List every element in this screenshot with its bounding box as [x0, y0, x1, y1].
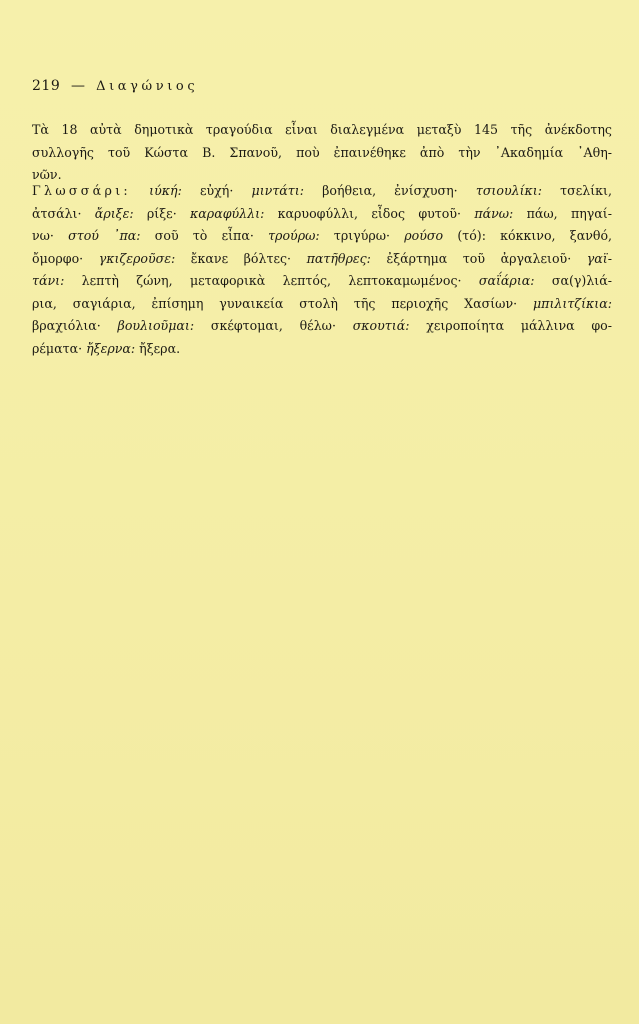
paragraph-line: νῶν. [32, 167, 62, 182]
glossary-definition: ρίξε· [133, 205, 177, 221]
header-dash: — [71, 78, 86, 94]
glossary-definition: ἔκανε βόλτες· [175, 250, 292, 266]
glossary-term: ρούσο [390, 228, 444, 243]
glossary-term: γκιζεροῦσε: [83, 250, 176, 266]
glossary-line [32, 248, 612, 271]
glossary-term: ἄριξε: [81, 205, 134, 221]
glossary-definition: ρέματα· [32, 340, 83, 356]
paragraph-line: συλλογῆς τοῦ Κώστα Β. Σπανοῦ, ποὺ ἐπαινέθηκε ἀπὸ τὴν ᾿Ακαδημία ᾿Αθη- [32, 144, 612, 160]
glossary-definition: σοῦ τὸ εἶπα· [140, 228, 254, 243]
glossary-term: ιύκή: [149, 183, 182, 198]
glossary-term: στού ᾿πα: [53, 228, 141, 243]
glossary-definition: χειροποίητα μάλλινα φο- [409, 318, 613, 333]
glossary-label: Γλωσσάρι: [32, 183, 131, 198]
glossary-term: μιντάτι: [233, 183, 304, 198]
journal-title: Διαγώνιος [96, 79, 199, 94]
paragraph-line: Τὰ 18 αὐτὰ δημοτικὰ τραγούδια εἶναι διαλεγμένα μεταξὺ 145 τῆς ἀνέκδοτης [32, 122, 612, 137]
glossary-definition: (τό): κόκκινο, ξανθό, [443, 228, 613, 243]
glossary-definition: σα(γ)λιά- [534, 273, 613, 288]
glossary-definition: εὐχή· [181, 183, 234, 198]
glossary-definition: τσελίκι, [541, 183, 612, 198]
glossary-term: βουλιοῦμαι: [100, 318, 195, 333]
glossary-term: ἤξερνα: [82, 340, 136, 356]
glossary-definition: σκέφτομαι, θέλω· [194, 318, 336, 333]
glossary-definition: ρια, σαγιάρια, ἐπίσημη γυναικεία στολὴ τῆς περιοχῆς Χασίων· [32, 295, 518, 311]
glossary-line [32, 225, 612, 248]
glossary-definition: ἀτσάλι· [32, 205, 82, 221]
glossary-definition: τριγύρω· [319, 228, 391, 243]
glossary-definition: ὄμορφο· [32, 250, 84, 266]
glossary-line [32, 315, 612, 338]
glossary-term: πάνω: [461, 205, 514, 221]
glossary-paragraph [32, 180, 612, 360]
glossary-term: τσιουλίκι: [457, 183, 542, 198]
glossary-definition: πάω, πηγαί- [513, 205, 612, 221]
glossary-line [32, 270, 612, 293]
glossary-term: γαϊ- [571, 250, 612, 266]
glossary-line [32, 203, 612, 226]
glossary-term: σαΐάρια: [461, 273, 535, 288]
source-note-paragraph [32, 119, 612, 187]
glossary-term: καραφύλλι: [176, 205, 265, 221]
glossary-line [32, 180, 612, 203]
glossary-line [32, 293, 612, 316]
glossary-definition: ἐξάρτημα τοῦ ἀργαλειοῦ· [370, 250, 572, 266]
glossary-definition: βοήθεια, ἐνίσχυση· [303, 183, 458, 198]
page-number: 219 [32, 78, 61, 94]
glossary-definition: βραχιόλια· [32, 318, 101, 333]
glossary-definition: ἤξερα. [135, 340, 181, 356]
glossary-term: μπιλιτζίκια: [517, 295, 612, 311]
glossary-line [32, 338, 612, 361]
glossary-definition: καρυοφύλλι, εἶδος φυτοῦ· [264, 205, 462, 221]
glossary-term: τάνι: [32, 273, 65, 288]
glossary-term: τρούρω: [253, 228, 320, 243]
glossary-definition: νω· [32, 228, 54, 243]
glossary-term: πατῆθρες: [291, 250, 371, 266]
glossary-term: σκουτιά: [335, 318, 410, 333]
glossary-definition: λεπτὴ ζώνη, μεταφορικὰ λεπτός, λεπτοκαμωμένος· [64, 273, 462, 288]
running-header [32, 78, 198, 94]
